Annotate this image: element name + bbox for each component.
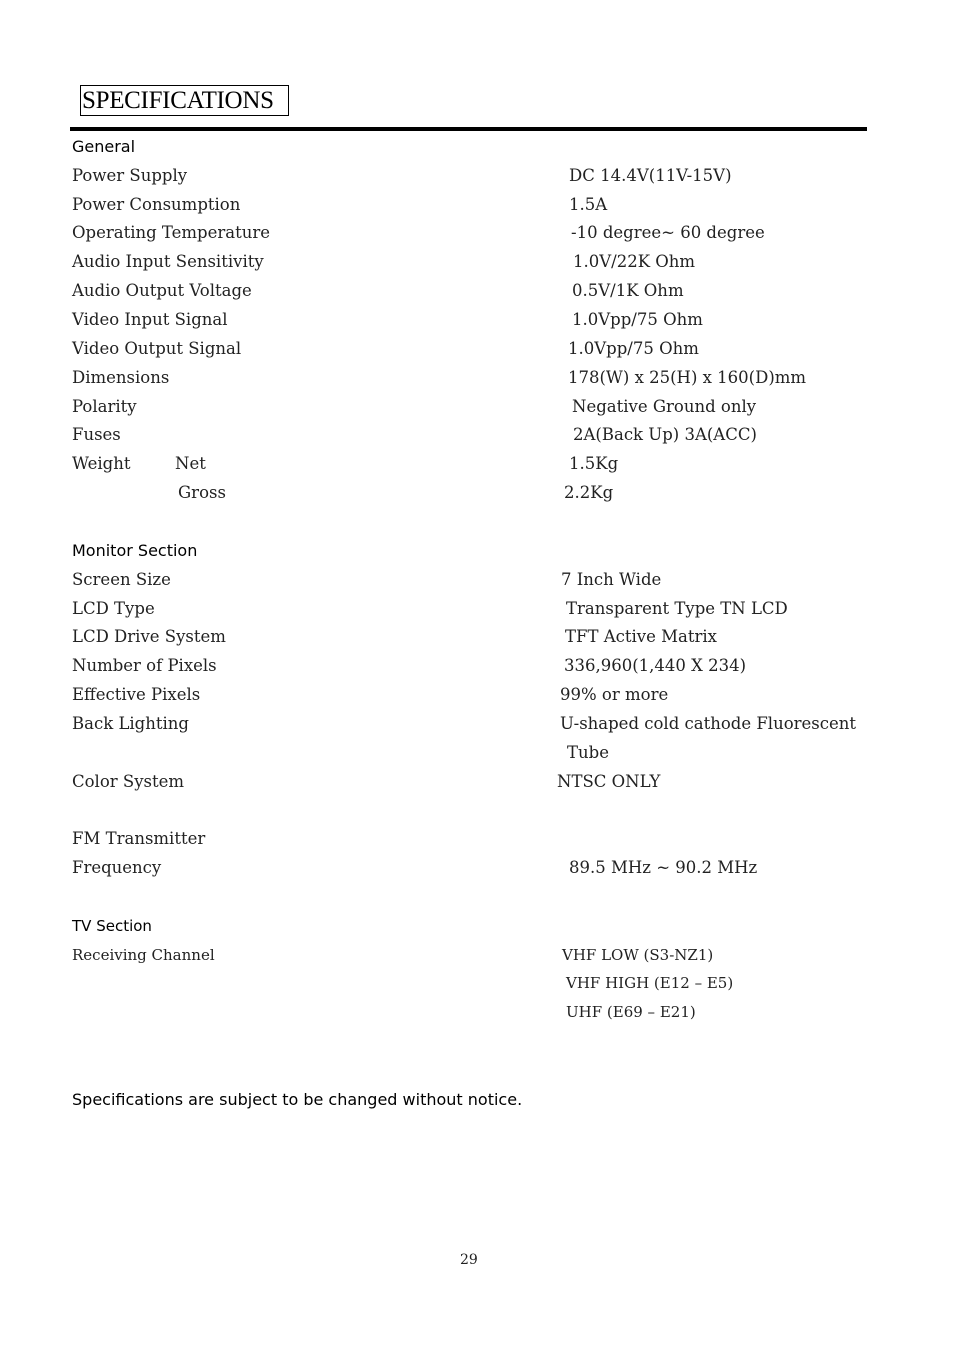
weight-label: Weight <box>72 454 131 473</box>
power-supply-label: Power Supply <box>72 166 188 185</box>
polarity-label: Polarity <box>72 397 137 416</box>
audio-output-voltage-value: 0.5V/1K Ohm <box>572 281 684 300</box>
dimensions-label: Dimensions <box>72 368 170 387</box>
polarity-value: Negative Ground only <box>572 397 757 416</box>
lcd-drive-system-label: LCD Drive System <box>72 627 226 646</box>
dimensions-value: 178(W) x 25(H) x 160(D)mm <box>568 368 807 387</box>
notice-text: Specifications are subject to be changed without notice. <box>72 1090 523 1109</box>
screen-size-label: Screen Size <box>72 570 171 589</box>
number-of-pixels-value: 336,960(1,440 X 234) <box>564 656 747 675</box>
lcd-type-label: LCD Type <box>72 599 155 618</box>
weight-net-label: Net <box>175 454 206 473</box>
receiving-channel-value: VHF LOW (S3-NZ1) <box>562 946 714 964</box>
audio-output-voltage-label: Audio Output Voltage <box>72 281 252 300</box>
effective-pixels-label: Effective Pixels <box>72 685 201 704</box>
receiving-channel-value: VHF HIGH (E12 – E5) <box>566 974 734 992</box>
lcd-drive-system-value: TFT Active Matrix <box>565 627 717 646</box>
lcd-type-value: Transparent Type TN LCD <box>566 599 788 618</box>
receiving-channel-label: Receiving Channel <box>72 946 215 964</box>
video-input-signal-value: 1.0Vpp/75 Ohm <box>572 310 703 329</box>
video-output-signal-label: Video Output Signal <box>72 339 242 358</box>
power-supply-value: DC 14.4V(11V-15V) <box>569 166 732 185</box>
operating-temperature-label: Operating Temperature <box>72 223 271 242</box>
page-title: SPECIFICATIONS <box>82 87 274 114</box>
frequency-label: Frequency <box>72 858 162 877</box>
frequency-value: 89.5 MHz ~ 90.2 MHz <box>569 858 758 877</box>
operating-temperature-value: -10 degree~ 60 degree <box>571 223 765 242</box>
audio-input-sensitivity-label: Audio Input Sensitivity <box>72 252 264 271</box>
back-lighting-value-line1: U-shaped cold cathode Fluorescent <box>560 714 857 733</box>
back-lighting-label: Back Lighting <box>72 714 189 733</box>
screen-size-value: 7 Inch Wide <box>561 570 662 589</box>
weight-gross-value: 2.2Kg <box>564 483 614 502</box>
weight-net-value: 1.5Kg <box>569 454 619 473</box>
effective-pixels-value: 99% or more <box>560 685 669 704</box>
video-input-signal-label: Video Input Signal <box>72 310 228 329</box>
tv-heading: TV Section <box>72 917 152 935</box>
fm-heading: FM Transmitter <box>72 829 206 848</box>
power-consumption-value: 1.5A <box>569 195 608 214</box>
color-system-label: Color System <box>72 772 185 791</box>
fuses-value: 2A(Back Up) 3A(ACC) <box>573 425 757 444</box>
video-output-signal-value: 1.0Vpp/75 Ohm <box>568 339 699 358</box>
page-number: 29 <box>460 1252 478 1268</box>
audio-input-sensitivity-value: 1.0V/22K Ohm <box>573 252 696 271</box>
back-lighting-value-line2: Tube <box>567 743 609 762</box>
general-heading: General <box>72 137 136 156</box>
color-system-value: NTSC ONLY <box>557 772 661 791</box>
number-of-pixels-label: Number of Pixels <box>72 656 217 675</box>
monitor-heading: Monitor Section <box>72 541 198 560</box>
power-consumption-label: Power Consumption <box>72 195 241 214</box>
title-rule <box>70 127 867 131</box>
fuses-label: Fuses <box>72 425 121 444</box>
receiving-channel-value: UHF (E69 – E21) <box>566 1003 696 1021</box>
weight-gross-label: Gross <box>178 483 226 502</box>
